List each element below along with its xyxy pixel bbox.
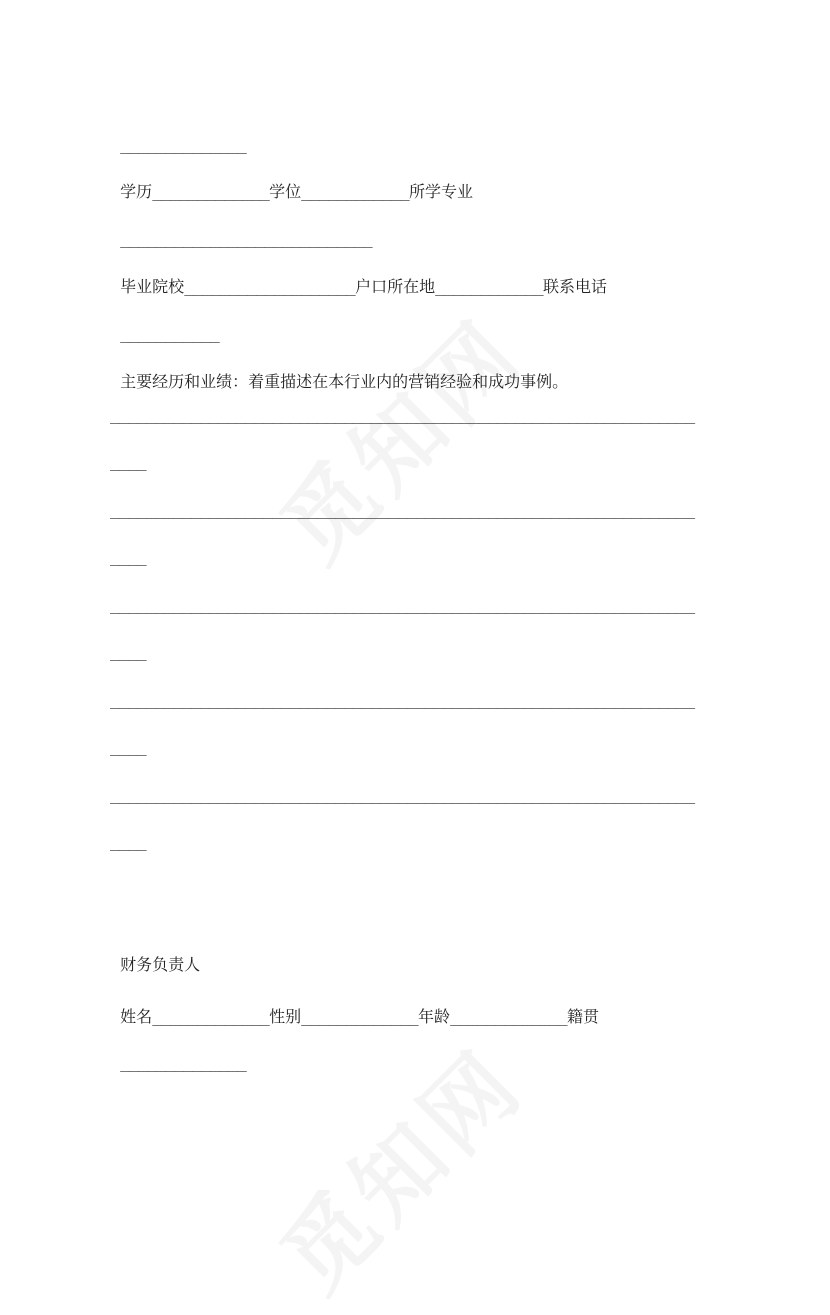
origin-blank: ______________: [120, 1053, 247, 1072]
school-row: [110, 254, 607, 298]
short-blank: ____: [110, 737, 146, 756]
experience-line-2-tail: [110, 546, 146, 568]
blank-line-origin-tail: [110, 112, 246, 156]
experience-line-4: [110, 689, 695, 711]
name-blank: _____________: [152, 1007, 270, 1026]
short-blank: ____: [110, 452, 146, 471]
age-label: 年龄: [418, 1007, 451, 1026]
finance-heading-text: 财务负责人: [120, 955, 201, 974]
experience-line-5: [110, 784, 695, 806]
experience-line-5-tail: [110, 831, 146, 853]
gender-label: 性别: [269, 1007, 302, 1026]
experience-line-3-tail: [110, 641, 146, 663]
school-blank: ___________________: [184, 277, 356, 296]
major-blank-line: [110, 206, 372, 250]
hukou-label: 户口所在地: [355, 277, 436, 296]
phone-label: 联系电话: [543, 277, 608, 296]
name-label: 姓名: [120, 1007, 153, 1026]
experience-text: 主要经历和业绩：着重描述在本行业内的营销经验和成功事例。: [120, 372, 569, 391]
watermark-bottom: [247, 1015, 547, 1315]
degree-label: 学位: [269, 182, 302, 201]
experience-line-1: [110, 404, 695, 426]
major-label: 所学专业: [409, 182, 474, 201]
degree-blank: ____________: [301, 182, 410, 201]
finance-heading: [110, 932, 200, 976]
blank: ______________: [120, 135, 247, 154]
education-blank: _____________: [152, 182, 270, 201]
education-row: [110, 159, 473, 203]
finance-info-row: [110, 984, 599, 1028]
origin-blank-line: [110, 1030, 246, 1074]
experience-line-2: [110, 499, 695, 521]
experience-line-4-tail: [110, 736, 146, 758]
age-blank: _____________: [450, 1007, 567, 1026]
origin-label: 籍贯: [566, 1007, 599, 1026]
short-blank: ____: [110, 832, 146, 851]
phone-blank-line: [110, 301, 219, 345]
experience-heading: [110, 349, 568, 393]
long-blank: _________________________________________________________________: [110, 405, 695, 424]
hukou-blank: ____________: [435, 277, 543, 296]
long-blank: _________________________________________________________________: [110, 595, 695, 614]
experience-line-1-tail: [110, 451, 146, 473]
gender-blank: _____________: [301, 1007, 419, 1026]
education-label: 学历: [120, 182, 153, 201]
major-blank: ____________________________: [120, 229, 372, 248]
phone-blank: ___________: [120, 324, 220, 343]
long-blank: _________________________________________________________________: [110, 500, 695, 519]
long-blank: _________________________________________________________________: [110, 785, 695, 804]
long-blank: _________________________________________________________________: [110, 690, 695, 709]
short-blank: ____: [110, 642, 146, 661]
experience-line-3: [110, 594, 695, 616]
school-label: 毕业院校: [120, 277, 185, 296]
watermark: [247, 285, 547, 585]
short-blank: ____: [110, 547, 146, 566]
